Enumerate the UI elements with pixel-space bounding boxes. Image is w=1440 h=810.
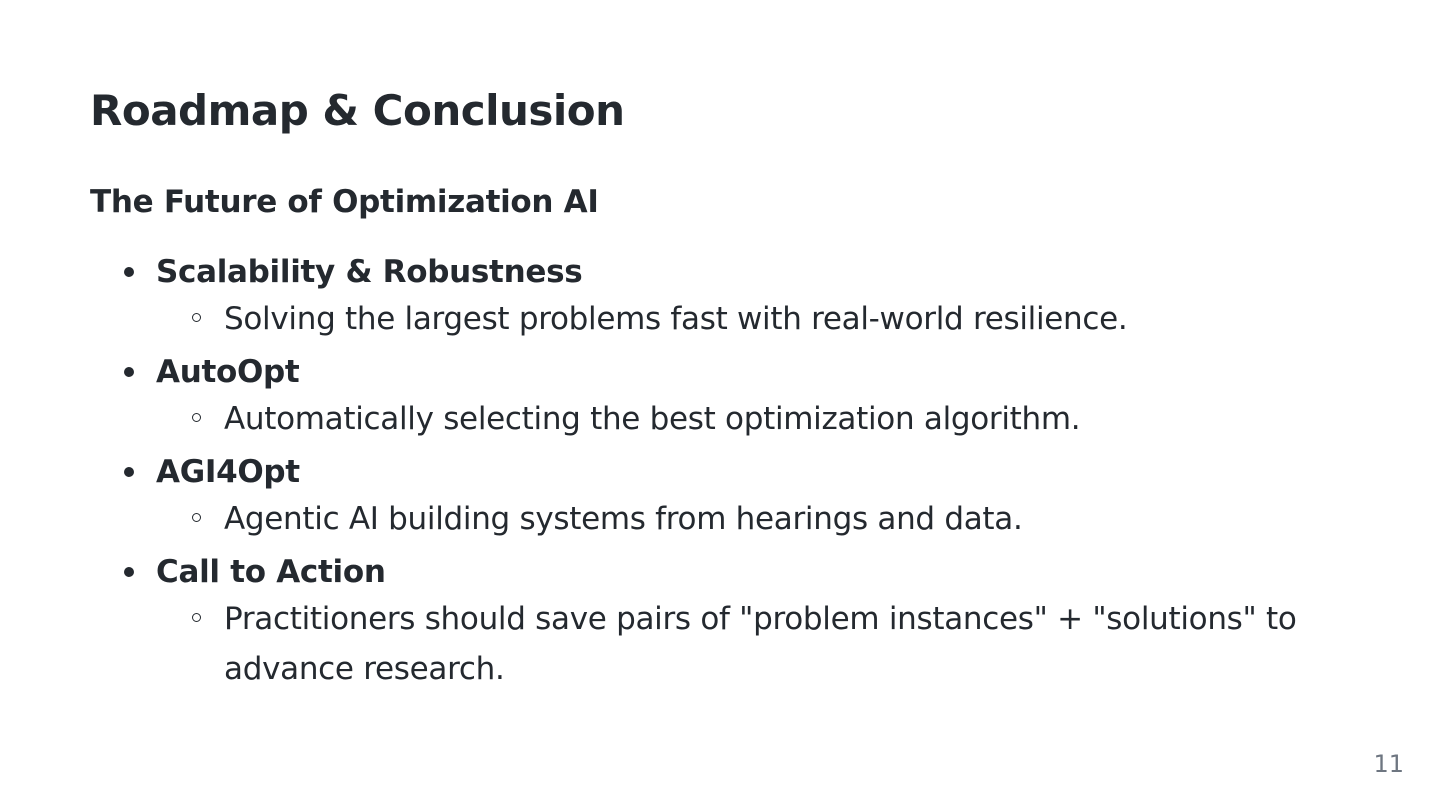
bullet-circle-icon bbox=[192, 413, 201, 422]
bullet-circle-icon bbox=[192, 513, 201, 522]
roadmap-list bbox=[156, 250, 1356, 700]
sub-list-item-text: Agentic AI building systems from hearings and data. bbox=[224, 501, 1023, 537]
sub-list bbox=[156, 294, 1356, 344]
sub-list-item-text: Practitioners should save pairs of "problem instances" + "solutions" to advance research. bbox=[224, 601, 1297, 687]
sub-list-item bbox=[224, 294, 1354, 344]
list-item bbox=[156, 250, 1356, 344]
bullet-disc-icon bbox=[124, 267, 134, 277]
list-item bbox=[156, 350, 1356, 444]
list-item-heading-text: AutoOpt bbox=[156, 354, 300, 390]
page-number: 11 bbox=[1373, 750, 1404, 778]
sub-list-item bbox=[224, 394, 1354, 444]
bullet-disc-icon bbox=[124, 467, 134, 477]
list-item bbox=[156, 550, 1356, 694]
slide-subtitle: The Future of Optimization AI bbox=[90, 184, 599, 220]
bullet-disc-icon bbox=[124, 567, 134, 577]
slide-title: Roadmap & Conclusion bbox=[90, 86, 625, 135]
list-item-heading bbox=[156, 550, 1356, 594]
sub-list bbox=[156, 394, 1356, 444]
list-item bbox=[156, 450, 1356, 544]
list-item-heading bbox=[156, 450, 1356, 494]
sub-list-item bbox=[224, 594, 1354, 694]
bullet-circle-icon bbox=[192, 313, 201, 322]
sub-list-item bbox=[224, 494, 1354, 544]
sub-list-item-text: Automatically selecting the best optimization algorithm. bbox=[224, 401, 1081, 437]
bullet-circle-icon bbox=[192, 613, 201, 622]
sub-list-item-text: Solving the largest problems fast with real-world resilience. bbox=[224, 301, 1128, 337]
list-item-heading-text: AGI4Opt bbox=[156, 454, 300, 490]
list-item-heading bbox=[156, 250, 1356, 294]
list-item-heading-text: Scalability & Robustness bbox=[156, 254, 583, 290]
list-item-heading-text: Call to Action bbox=[156, 554, 386, 590]
sub-list bbox=[156, 594, 1356, 694]
list-item-heading bbox=[156, 350, 1356, 394]
sub-list bbox=[156, 494, 1356, 544]
bullet-disc-icon bbox=[124, 367, 134, 377]
